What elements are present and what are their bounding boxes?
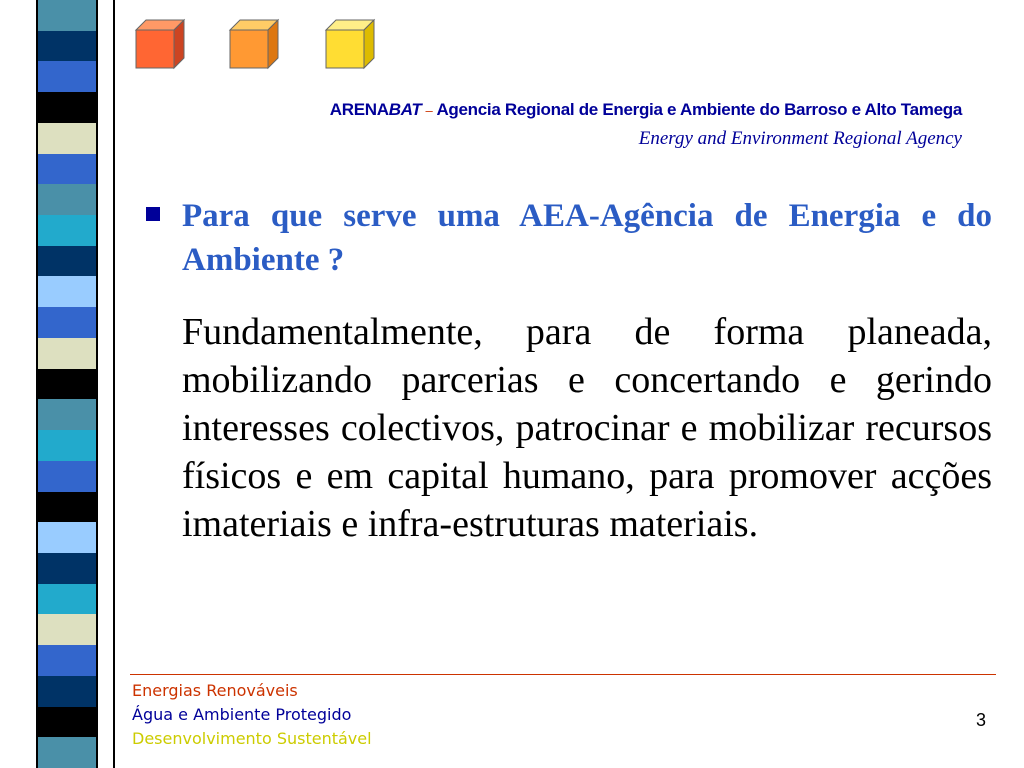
title-dash: – (425, 103, 433, 118)
stripe-segment (38, 492, 96, 523)
footer-line-sustainable: Desenvolvimento Sustentável (132, 729, 372, 748)
stripe-segment (38, 614, 96, 645)
org-bat: BAT (388, 100, 422, 119)
stripe-segment (38, 184, 96, 215)
orange-cube-icon (228, 18, 280, 70)
bullet-square-icon (146, 207, 160, 221)
stripe-segment (38, 553, 96, 584)
red-cube-icon (134, 18, 186, 70)
stripe-segment (38, 645, 96, 676)
stripe-segment (38, 215, 96, 246)
stripe-segment (38, 676, 96, 707)
org-name: Agencia Regional de Energia e Ambiente do Barroso e Alto Tamega (436, 100, 962, 119)
yellow-cube-icon (324, 18, 376, 70)
stripe-segment (38, 246, 96, 277)
stripe-segment (38, 338, 96, 369)
footer-line-water: Água e Ambiente Protegido (132, 705, 352, 724)
footer-divider (130, 674, 996, 675)
bullet-heading: Para que serve uma AEA-Agência de Energia e do Ambiente ? (182, 198, 992, 278)
footer-line-renewable: Energias Renováveis (132, 681, 298, 700)
stripe-segment (38, 307, 96, 338)
stripe-segment (38, 154, 96, 185)
stripe-segment (38, 399, 96, 430)
body-paragraph: Fundamentalmente, para de forma planeada, mobilizando parcerias e concertando e gerindo interesses colectivos, patrocinar e mobilizar recursos físicos e em capital humano, para promover acções imateriais e infra-estruturas materiais. (182, 311, 992, 545)
stripe-segment (38, 123, 96, 154)
page-number: 3 (975, 710, 986, 730)
stripe-segment (38, 707, 96, 738)
stripe-segment (38, 737, 96, 768)
stripe-segment (38, 61, 96, 92)
stripe-segment (38, 0, 96, 31)
organization-title (330, 100, 962, 120)
stripe-segment (38, 31, 96, 62)
org-prefix: ARENA (329, 100, 389, 119)
stripe-segment (38, 92, 96, 123)
decorative-stripe-bar (36, 0, 98, 768)
stripe-segment (38, 276, 96, 307)
stripe-segment (38, 369, 96, 400)
decorative-vertical-line (113, 0, 115, 768)
organization-subtitle: Energy and Environment Regional Agency (638, 128, 962, 149)
stripe-segment (38, 584, 96, 615)
stripe-segment (38, 522, 96, 553)
stripe-segment (38, 461, 96, 492)
stripe-segment (38, 430, 96, 461)
